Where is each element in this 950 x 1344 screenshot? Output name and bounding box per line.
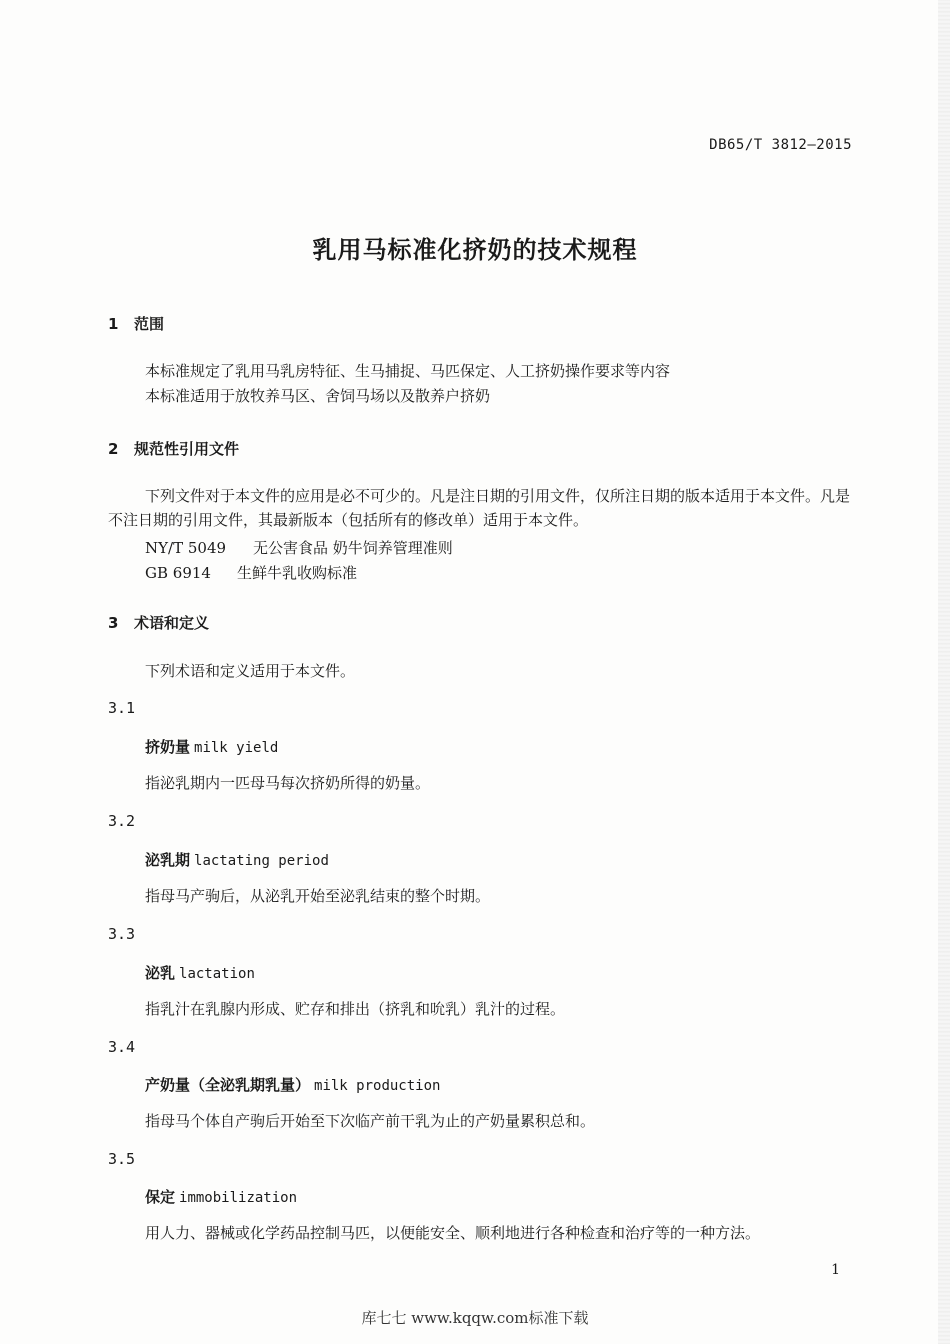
term-en: lactation <box>179 966 255 982</box>
page-number: 1 <box>831 1262 840 1278</box>
term-definition: 指乳汁在乳腺内形成、贮存和排出（挤乳和吮乳）乳汁的过程。 <box>145 1000 566 1018</box>
term-heading <box>145 736 278 757</box>
term-en: milk production <box>314 1078 441 1094</box>
term-en: lactating period <box>194 853 329 869</box>
section-number: 2 <box>108 440 119 458</box>
reference-name: 无公害食品 奶牛饲养管理准则 <box>253 539 453 557</box>
term-en: immobilization <box>179 1190 298 1206</box>
section-1-heading <box>108 313 164 334</box>
term-heading <box>145 1186 297 1207</box>
scope-line-2: 本标准适用于放牧养马区、舍饲马场以及散养户挤奶 <box>145 387 491 405</box>
section-number: 3 <box>108 614 119 632</box>
scope-line-1: 本标准规定了乳用马乳房特征、生马捕捉、马匹保定、人工挤奶操作要求等内容 <box>145 362 671 380</box>
term-zh: 保定 <box>145 1188 176 1206</box>
document-code: DB65/T 3812—2015 <box>709 137 852 153</box>
term-definition: 用人力、器械或化学药品控制马匹，以便能安全、顺利地进行各种检查和治疗等的一种方法。 <box>145 1224 761 1242</box>
term-zh: 挤奶量 <box>145 738 191 756</box>
term-en: milk yield <box>194 740 279 756</box>
term-zh: 泌乳期 <box>145 851 191 869</box>
terms-intro: 下列术语和定义适用于本文件。 <box>145 662 356 680</box>
section-number: 1 <box>108 315 119 333</box>
section-2-heading <box>108 438 239 459</box>
reference-item <box>145 537 453 558</box>
reference-name: 生鲜牛乳收购标准 <box>237 564 358 582</box>
term-heading <box>145 962 255 983</box>
term-heading <box>145 849 329 870</box>
term-zh: 泌乳 <box>145 964 176 982</box>
references-paragraph: 下列文件对于本文件的应用是必不可少的。凡是注日期的引用文件，仅所注日期的版本适用于本文件。凡是不注日期的引用文件，其最新版本（包括所有的修改单）适用于本文件。 <box>108 487 851 529</box>
scan-edge <box>938 0 950 1344</box>
reference-code: GB 6914 <box>145 564 211 582</box>
document-title: 乳用马标准化挤奶的技术规程 <box>312 236 638 264</box>
term-definition: 指母马个体自产驹后开始至下次临产前干乳为止的产奶量累积总和。 <box>145 1112 596 1130</box>
term-number: 3.5 <box>108 1150 136 1168</box>
term-definition: 指泌乳期内一匹母马每次挤奶所得的奶量。 <box>145 774 431 792</box>
section-3-heading <box>108 612 209 633</box>
section-title: 规范性引用文件 <box>134 440 240 458</box>
term-zh: 产奶量（全泌乳期乳量） <box>145 1076 311 1094</box>
reference-item <box>145 562 357 583</box>
term-number: 3.2 <box>108 812 136 830</box>
footer-watermark-link[interactable]: 库七七 www.kqqw.com标准下载 <box>361 1309 589 1327</box>
term-heading <box>145 1074 440 1095</box>
term-definition: 指母马产驹后，从泌乳开始至泌乳结束的整个时期。 <box>145 887 491 905</box>
term-number: 3.1 <box>108 699 136 717</box>
section-title: 术语和定义 <box>134 614 210 632</box>
reference-code: NY/T 5049 <box>145 539 227 557</box>
term-number: 3.3 <box>108 925 136 943</box>
term-number: 3.4 <box>108 1038 136 1056</box>
section-title: 范围 <box>134 315 165 333</box>
